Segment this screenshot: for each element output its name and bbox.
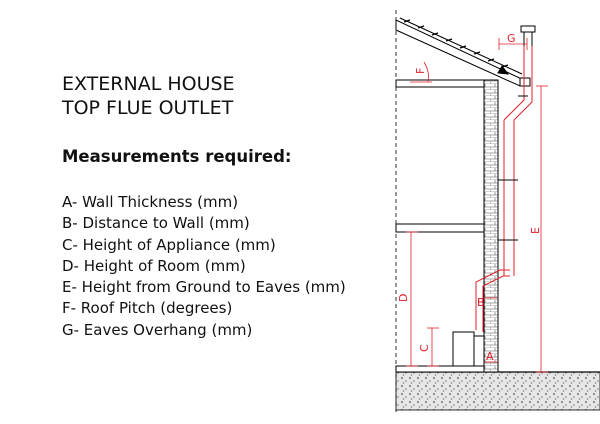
appliance bbox=[453, 332, 484, 366]
measurements-heading: Measurements required: bbox=[62, 147, 292, 166]
label-c: C bbox=[418, 344, 431, 352]
dimensions bbox=[406, 38, 548, 372]
list-item-g: G- Eaves Overhang (mm) bbox=[62, 320, 253, 339]
title-line-1: EXTERNAL HOUSE bbox=[62, 73, 235, 95]
label-f: F bbox=[414, 67, 427, 74]
label-d: D bbox=[397, 293, 410, 302]
label-b: B bbox=[477, 296, 485, 309]
label-a: A bbox=[486, 350, 494, 363]
label-e: E bbox=[529, 227, 542, 234]
label-g: G bbox=[507, 32, 516, 45]
list-item-a: A- Wall Thickness (mm) bbox=[62, 193, 239, 211]
ground bbox=[396, 372, 600, 410]
list-item-c: C- Height of Appliance (mm) bbox=[62, 235, 276, 254]
list-item-e: E- Height from Ground to Eaves (mm) bbox=[62, 278, 346, 297]
list-item-d: D- Height of Room (mm) bbox=[62, 256, 246, 275]
list-item-f: F- Roof Pitch (degrees) bbox=[62, 299, 233, 318]
list-item-b: B- Distance to Wall (mm) bbox=[62, 214, 250, 233]
title-line-2: TOP FLUE OUTLET bbox=[62, 97, 234, 119]
